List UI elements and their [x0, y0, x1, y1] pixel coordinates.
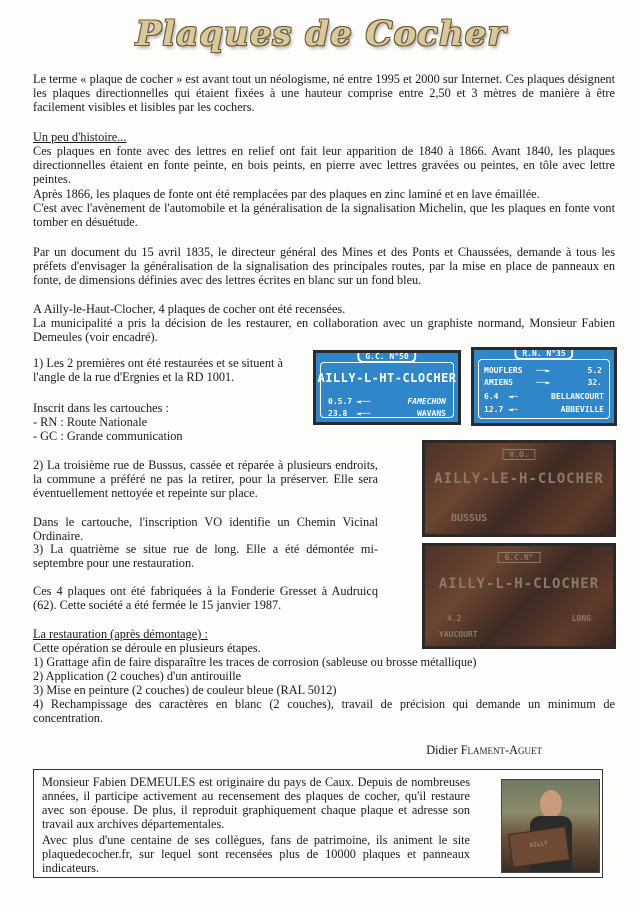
plaque-destination: BUSSUS — [451, 513, 488, 524]
arrow-right-icon: ──► — [536, 378, 551, 387]
history-paragraph-1: Ces plaques en fonte avec des lettres en relief ont fait leur apparition de 1840 à 1866. Avant 1840, les plaques directionnelles étaient en fonte peinte, en bois peints, en pierre avec lettres gravées ou peintes, en tôle avec lettre peintes. — [33, 144, 615, 187]
plaque-photo-1 — [313, 350, 461, 425]
portrait-photo — [501, 779, 600, 873]
author-signature — [426, 743, 542, 758]
foundry-paragraph: Ces 4 plaques ont été fabriquées à la Fonderie Gresset à Audruicq (62). Cette société a été fermée le 15 janvier 1987. — [33, 584, 378, 613]
plaque-distance: 32. — [587, 378, 602, 387]
biography-paragraph-2: Avec plus d'une centaine de ses collègues, fans de patrimoine, ils animent le site plaquedecocher.fr, sur lequel sont recensées plus de 10000 plaques et panneaux indicateurs. — [42, 833, 470, 875]
plaque-photo-2 — [471, 347, 617, 426]
plaque-photo-3 — [422, 440, 616, 537]
biography-box — [33, 769, 603, 878]
plaque-name: AILLY-LE-H-CLOCHER — [434, 471, 604, 487]
plaque-destination: MOUFLERS — [484, 366, 523, 375]
item-3: 3) La quatrième se situe rue de long. Elle a été démontée mi-septembre pour une restauration. — [33, 542, 378, 571]
portrait-head — [540, 790, 562, 818]
document-paragraph: Par un document du 15 avril 1835, le directeur général des Mines et des Ponts et Chaussées, demande à tous les préfets d'envisager la généralisation de la signalisation des principales routes, par la mise en place de panneaux en fonte, de dimensions définies avec des lettres écrites en blanc sur un fond bleu. — [33, 245, 615, 288]
history-paragraph-2: Après 1866, les plaques de fonte ont été remplacées par des plaques en zinc laminé et en lave émaillée. — [33, 187, 540, 201]
held-plaque-text: AILLY — [529, 839, 549, 850]
plaque-cartouche: G.C.N° — [498, 552, 541, 563]
intro-paragraph: Le terme « plaque de cocher » est avant tout un néologisme, né entre 1995 et 2000 sur Internet. Ces plaques désignent les plaques directionnelles qui étaient fixées à une hauteur comprise entre 2,50 et 3 mètres de manière à être facilement visibles et lisibles par les cochers. — [33, 72, 615, 115]
item-2: 2) La troisième rue de Bussus, cassée et réparée à plusieurs endroits, la commune a préféré ne pas la retirer, pour la préserver. Elle sera éventuellement nettoyée et repeinte sur place. — [33, 458, 378, 501]
plaque-distance: 5.2 — [587, 366, 602, 375]
ailly-paragraph-2: La municipalité a pris la décision de les restaurer, en collaboration avec un graphiste normand, Monsieur Fabien Demeules (voir encadré). — [33, 316, 615, 345]
plaque-destination: BELLANCOURT — [551, 392, 604, 401]
author-first-name: Didier — [426, 743, 458, 757]
restoration-intro: Cette opération se déroule en plusieurs étapes. — [33, 641, 261, 655]
page-title: Plaques de Cocher — [135, 14, 507, 54]
author-last-name: Flament-Aguet — [460, 743, 542, 757]
plaque-destination: LONG — [571, 614, 591, 623]
plaque-name: AILLY-L-HT-CLOCHER — [317, 371, 457, 385]
restoration-step-3: 3) Mise en peinture (2 couches) de couleur bleue (RAL 5012) — [33, 683, 337, 697]
plaque-distance: 23.8 — [328, 409, 348, 418]
plaque-distance: 12.7 — [484, 405, 504, 414]
arrow-left-icon: ◄── — [356, 409, 371, 418]
plaque-destination: WAVANS — [417, 409, 446, 418]
restoration-step-2: 2) Application (2 couches) d'un antirouille — [33, 669, 242, 683]
item-1-gc: - GC : Grande communication — [33, 429, 183, 443]
biography-paragraph-1: Monsieur Fabien DEMEULES est originaire du pays de Caux. Depuis de nombreuses années, il participe activement au recensement des plaques de cocher, qu'il restaure avec son épouse. De plus, il reproduit graphiquement chaque plaque et adresse son travail aux archives départementales. — [42, 775, 470, 831]
plaque-destination: ABBEVILLE — [560, 405, 604, 414]
ailly-paragraph-1: A Ailly-le-Haut-Clocher, 4 plaques de cocher ont été recensées. — [33, 302, 346, 316]
arrow-right-icon: ──► — [536, 366, 551, 375]
plaque-distance: 6.4 — [484, 392, 499, 401]
plaque-destination: FAMECHON — [407, 397, 446, 406]
arrow-left-icon: ◄─ — [508, 392, 518, 401]
restoration-step-1: 1) Grattage afin de faire disparaître les traces de corrosion (sableuse ou brosse métallique) — [33, 655, 477, 669]
item-1-rn: - RN : Route Nationale — [33, 415, 148, 429]
plaque-cartouche: R.N. N°35 — [514, 349, 573, 360]
restoration-step-4: 4) Rechampissage des caractères en blanc (2 couches), travail de précision qui demande un minimum de concentration. — [33, 697, 615, 726]
plaque-destination: AMIENS — [484, 378, 513, 387]
history-paragraph-3: C'est avec l'avènement de l'automobile et la généralisation de la signalisation Michelin, que les plaques en fonte vont tomber en désuétude. — [33, 201, 615, 230]
plaque-photo-4 — [422, 543, 616, 649]
plaque-distance: 4.2 — [447, 614, 462, 623]
restoration-heading: La restauration (après démontage) : — [33, 627, 208, 641]
plaque-cartouche: G.C. N°50 — [357, 352, 416, 363]
history-heading: Un peu d'histoire... — [33, 130, 127, 144]
arrow-left-icon: ◄── — [356, 397, 371, 406]
plaque-name: AILLY-L-H-CLOCHER — [438, 576, 600, 592]
plaque-distance: 0.5.7 — [328, 397, 353, 406]
item-1: 1) Les 2 premières ont été restaurées et se situent à l'angle de la rue d'Ergnies et la RD 1001. — [33, 356, 283, 385]
arrow-left-icon: ◄─ — [508, 405, 518, 414]
item-1-cartouche: Inscrit dans les cartouches : — [33, 401, 169, 415]
plaque-cartouche: V.O. — [502, 449, 535, 460]
item-2-cartouche: Dans le cartouche, l'inscription VO identifie un Chemin Vicinal Ordinaire. — [33, 515, 378, 544]
plaque-destination: YAUCOURT — [439, 630, 478, 639]
